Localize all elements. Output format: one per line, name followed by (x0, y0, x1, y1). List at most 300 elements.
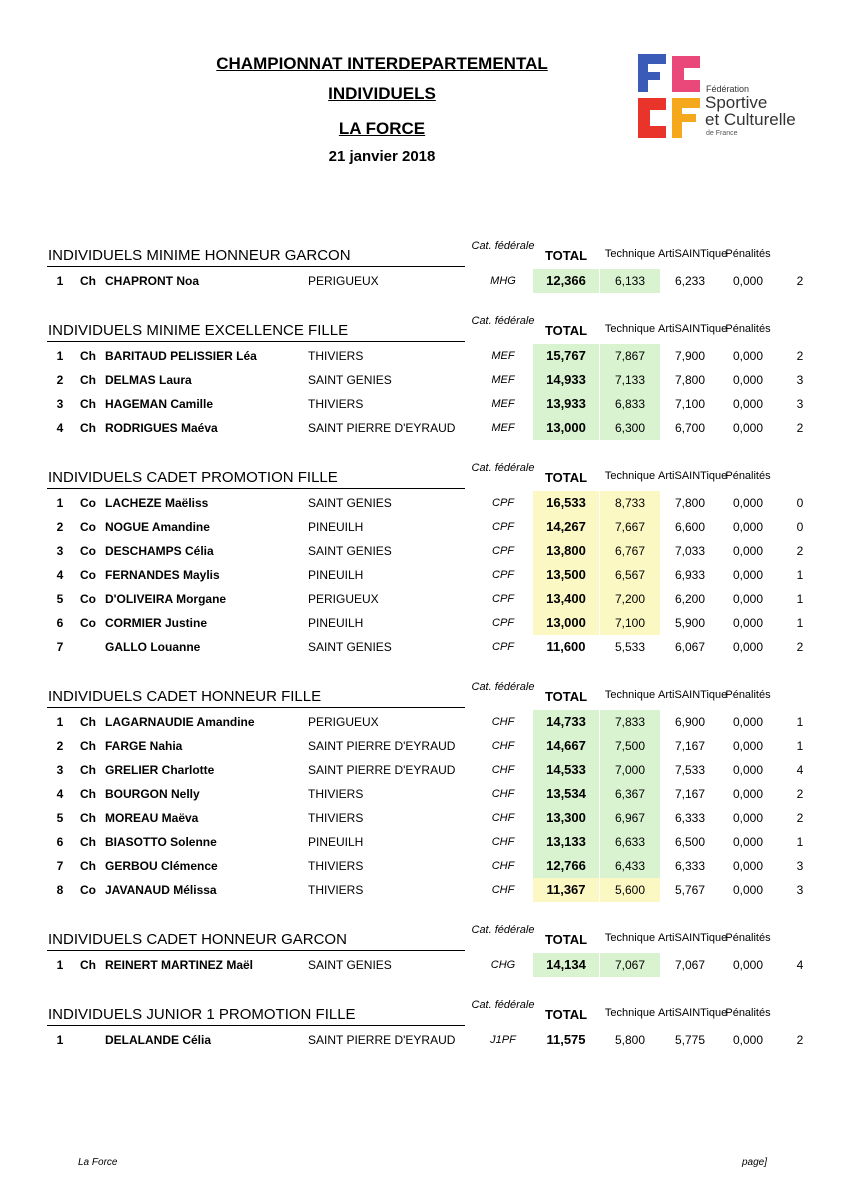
column-header-category: Cat. fédérale (471, 315, 535, 327)
club-cell: PINEUILH (308, 835, 364, 849)
penalty-cell: 0,000 (732, 739, 764, 753)
rank-cell: 6 (56, 616, 64, 630)
rank-cell: 4 (56, 568, 64, 582)
extra-count-cell: 2 (796, 421, 804, 435)
rank-cell: 1 (56, 274, 64, 288)
gymnast-name-cell: BIASOTTO Solenne (105, 835, 217, 849)
club-cell: SAINT GENIES (308, 496, 392, 510)
category-cell: CHF (491, 740, 515, 752)
technique-score-cell: 6,567 (600, 563, 660, 587)
column-header-penalites: Pénalités (725, 932, 771, 944)
total-score-cell: 13,300 (533, 806, 599, 830)
extra-count-cell: 2 (796, 544, 804, 558)
gymnast-name-cell: LAGARNAUDIE Amandine (105, 715, 255, 729)
total-score-cell: 13,933 (533, 392, 599, 416)
penalty-cell: 0,000 (732, 811, 764, 825)
result-row (0, 635, 848, 659)
penalty-cell: 0,000 (732, 568, 764, 582)
extra-count-cell: 3 (796, 373, 804, 387)
column-header-category: Cat. fédérale (471, 999, 535, 1011)
penalty-cell: 0,000 (732, 640, 764, 654)
rank-cell: 4 (56, 421, 64, 435)
total-score-cell: 14,533 (533, 758, 599, 782)
technique-score-cell: 6,367 (600, 782, 660, 806)
gymnast-name-cell: REINERT MARTINEZ Maël (105, 958, 254, 972)
penalty-cell: 0,000 (732, 715, 764, 729)
artistique-score-cell: 5,775 (674, 1033, 706, 1047)
result-row (0, 587, 848, 611)
result-row (0, 392, 848, 416)
penalty-cell: 0,000 (732, 616, 764, 630)
rank-cell: 5 (56, 592, 64, 606)
gymnast-name-cell: MOREAU Maëva (105, 811, 199, 825)
column-header-category: Cat. fédérale (471, 240, 535, 252)
category-cell: CHF (491, 860, 515, 872)
level-cell (80, 635, 102, 659)
club-cell: PINEUILH (308, 520, 364, 534)
artistique-score-cell: 6,333 (674, 859, 706, 873)
column-header-total: TOTAL (544, 1007, 588, 1022)
result-row (0, 368, 848, 392)
penalty-cell: 0,000 (732, 496, 764, 510)
extra-count-cell: 4 (796, 763, 804, 777)
section-title-underline (47, 341, 465, 342)
artistique-score-cell: 5,900 (674, 616, 706, 630)
club-cell: SAINT PIERRE D'EYRAUD (308, 421, 456, 435)
extra-count-cell: 1 (796, 739, 804, 753)
artistique-score-cell: 6,067 (674, 640, 706, 654)
results-section (0, 678, 848, 902)
column-header-artistique: ArtiSAINTique (658, 932, 728, 944)
category-cell: MEF (491, 398, 515, 410)
technique-score-cell: 7,867 (600, 344, 660, 368)
rank-cell: 3 (56, 544, 64, 558)
section-title: INDIVIDUELS CADET HONNEUR FILLE (48, 688, 322, 705)
result-row (0, 806, 848, 830)
penalty-cell: 0,000 (732, 373, 764, 387)
level-cell: Ch (80, 349, 96, 363)
results-section (0, 921, 848, 977)
artistique-score-cell: 6,333 (674, 811, 706, 825)
category-cell: CPF (492, 521, 514, 533)
technique-score-cell: 8,733 (600, 491, 660, 515)
extra-count-cell: 1 (796, 835, 804, 849)
extra-count-cell: 3 (796, 397, 804, 411)
column-header-penalites: Pénalités (725, 470, 771, 482)
extra-count-cell: 1 (796, 715, 804, 729)
gymnast-name-cell: RODRIGUES Maéva (105, 421, 218, 435)
club-cell: THIVIERS (308, 787, 364, 801)
artistique-score-cell: 7,800 (674, 373, 706, 387)
extra-count-cell: 2 (796, 1033, 804, 1047)
artistique-score-cell: 6,600 (674, 520, 706, 534)
rank-cell: 2 (56, 373, 64, 387)
column-header-category: Cat. fédérale (471, 924, 535, 936)
club-cell: SAINT PIERRE D'EYRAUD (308, 1033, 456, 1047)
section-title-underline (47, 950, 465, 951)
column-header-artistique: ArtiSAINTique (658, 248, 728, 260)
section-title-underline (47, 266, 465, 267)
rank-cell: 2 (56, 739, 64, 753)
total-score-cell: 13,000 (533, 611, 599, 635)
result-row (0, 491, 848, 515)
penalty-cell: 0,000 (732, 421, 764, 435)
event-date: 21 janvier 2018 (328, 148, 436, 165)
gymnast-name-cell: GERBOU Clémence (105, 859, 218, 873)
result-row (0, 878, 848, 902)
total-score-cell: 13,534 (533, 782, 599, 806)
gymnast-name-cell: FARGE Nahia (105, 739, 183, 753)
penalty-cell: 0,000 (732, 787, 764, 801)
total-score-cell: 14,933 (533, 368, 599, 392)
extra-count-cell: 2 (796, 349, 804, 363)
column-header-technique: Technique (604, 932, 656, 944)
column-header-technique: Technique (604, 248, 656, 260)
technique-score-cell: 7,667 (600, 515, 660, 539)
technique-score-cell: 7,000 (600, 758, 660, 782)
level-cell: Co (80, 496, 96, 510)
result-row (0, 1028, 848, 1052)
results-section (0, 996, 848, 1052)
artistique-score-cell: 7,033 (674, 544, 706, 558)
section-header (0, 459, 848, 491)
column-header-total: TOTAL (544, 470, 588, 485)
championship-title: CHAMPIONNAT INTERDEPARTEMENTAL (216, 54, 548, 73)
logo-text-france: de France (706, 130, 738, 137)
section-title: INDIVIDUELS CADET PROMOTION FILLE (48, 469, 338, 486)
total-score-cell: 13,500 (533, 563, 599, 587)
level-cell: Co (80, 616, 96, 630)
total-score-cell: 14,134 (533, 953, 599, 977)
section-header (0, 678, 848, 710)
level-cell: Ch (80, 835, 96, 849)
result-row (0, 854, 848, 878)
gymnast-name-cell: GALLO Louanne (105, 640, 201, 654)
artistique-score-cell: 6,500 (674, 835, 706, 849)
technique-score-cell: 6,300 (600, 416, 660, 440)
level-cell: Co (80, 883, 96, 897)
result-row (0, 416, 848, 440)
gymnast-name-cell: NOGUE Amandine (105, 520, 210, 534)
level-cell: Ch (80, 715, 96, 729)
club-cell: SAINT GENIES (308, 373, 392, 387)
section-header (0, 996, 848, 1028)
footer-venue: La Force (78, 1157, 118, 1168)
technique-score-cell: 5,600 (600, 878, 660, 902)
total-score-cell: 15,767 (533, 344, 599, 368)
level-cell: Ch (80, 274, 96, 288)
rank-cell: 8 (56, 883, 64, 897)
artistique-score-cell: 7,067 (674, 958, 706, 972)
result-row (0, 830, 848, 854)
extra-count-cell: 0 (796, 496, 804, 510)
extra-count-cell: 4 (796, 958, 804, 972)
category-cell: CHF (491, 764, 515, 776)
column-header-artistique: ArtiSAINTique (658, 323, 728, 335)
category-cell: CHF (491, 812, 515, 824)
club-cell: SAINT PIERRE D'EYRAUD (308, 739, 456, 753)
total-score-cell: 13,000 (533, 416, 599, 440)
penalty-cell: 0,000 (732, 859, 764, 873)
gymnast-name-cell: CHAPRONT Noa (105, 274, 200, 288)
column-header-penalites: Pénalités (725, 689, 771, 701)
total-score-cell: 11,575 (546, 1032, 586, 1047)
total-score-cell: 11,600 (546, 639, 586, 654)
artistique-score-cell: 5,767 (674, 883, 706, 897)
footer-page: page] (742, 1157, 768, 1168)
club-cell: THIVIERS (308, 883, 364, 897)
section-title: INDIVIDUELS JUNIOR 1 PROMOTION FILLE (48, 1006, 356, 1023)
result-row (0, 563, 848, 587)
penalty-cell: 0,000 (732, 397, 764, 411)
extra-count-cell: 3 (796, 883, 804, 897)
column-header-total: TOTAL (544, 932, 588, 947)
section-title-underline (47, 488, 465, 489)
column-header-technique: Technique (604, 323, 656, 335)
rank-cell: 7 (56, 859, 64, 873)
technique-score-cell: 5,800 (614, 1033, 646, 1047)
technique-score-cell: 5,533 (614, 640, 646, 654)
result-row (0, 269, 848, 293)
level-cell: Co (80, 568, 96, 582)
club-cell: PERIGUEUX (308, 274, 379, 288)
level-cell: Ch (80, 421, 96, 435)
level-cell: Ch (80, 859, 96, 873)
logo-text-sportive: Sportive (705, 93, 768, 112)
level-cell: Ch (80, 373, 96, 387)
result-row (0, 734, 848, 758)
penalty-cell: 0,000 (732, 883, 764, 897)
results-section (0, 312, 848, 440)
level-cell: Ch (80, 958, 96, 972)
artistique-score-cell: 6,933 (674, 568, 706, 582)
column-header-artistique: ArtiSAINTique (658, 689, 728, 701)
column-header-penalites: Pénalités (725, 1007, 771, 1019)
category-cell: CHF (491, 788, 515, 800)
rank-cell: 6 (56, 835, 64, 849)
technique-score-cell: 7,833 (600, 710, 660, 734)
club-cell: THIVIERS (308, 349, 364, 363)
category-cell: CPF (492, 545, 514, 557)
level-cell: Co (80, 544, 96, 558)
technique-score-cell: 6,433 (600, 854, 660, 878)
result-row (0, 539, 848, 563)
category-cell: MEF (491, 422, 515, 434)
technique-score-cell: 7,100 (600, 611, 660, 635)
technique-score-cell: 6,633 (600, 830, 660, 854)
level-cell: Co (80, 592, 96, 606)
penalty-cell: 0,000 (732, 274, 764, 288)
total-score-cell: 14,667 (533, 734, 599, 758)
club-cell: PERIGUEUX (308, 592, 379, 606)
technique-score-cell: 7,067 (600, 953, 660, 977)
total-score-cell: 11,367 (533, 878, 599, 902)
artistique-score-cell: 7,100 (674, 397, 706, 411)
gymnast-name-cell: BOURGON Nelly (105, 787, 200, 801)
artistique-score-cell: 6,233 (674, 274, 706, 288)
column-header-penalites: Pénalités (725, 323, 771, 335)
artistique-score-cell: 7,900 (674, 349, 706, 363)
result-row (0, 758, 848, 782)
gymnast-name-cell: BARITAUD PELISSIER Léa (105, 349, 257, 363)
category-cell: MEF (491, 374, 515, 386)
extra-count-cell: 1 (796, 592, 804, 606)
section-title: INDIVIDUELS MINIME HONNEUR GARCON (48, 247, 351, 264)
gymnast-name-cell: LACHEZE Maëliss (105, 496, 209, 510)
section-title: INDIVIDUELS MINIME EXCELLENCE FILLE (48, 322, 349, 339)
artistique-score-cell: 7,533 (674, 763, 706, 777)
column-header-technique: Technique (604, 1007, 656, 1019)
technique-score-cell: 6,833 (600, 392, 660, 416)
category-cell: MEF (491, 350, 515, 362)
column-header-technique: Technique (604, 470, 656, 482)
column-header-technique: Technique (604, 689, 656, 701)
gymnast-name-cell: JAVANAUD Mélissa (105, 883, 217, 897)
rank-cell: 1 (56, 496, 64, 510)
technique-score-cell: 6,967 (600, 806, 660, 830)
category-cell: CHF (491, 836, 515, 848)
extra-count-cell: 0 (796, 520, 804, 534)
rank-cell: 1 (56, 958, 64, 972)
category-cell: CHF (491, 716, 515, 728)
extra-count-cell: 2 (796, 640, 804, 654)
category-cell: MHG (490, 275, 516, 287)
club-cell: SAINT GENIES (308, 640, 392, 654)
artistique-score-cell: 7,800 (674, 496, 706, 510)
level-cell: Co (80, 520, 96, 534)
rank-cell: 5 (56, 811, 64, 825)
logo-text-federation: Fédération (706, 84, 750, 94)
club-cell: THIVIERS (308, 859, 364, 873)
club-cell: PERIGUEUX (308, 715, 379, 729)
penalty-cell: 0,000 (732, 763, 764, 777)
result-row (0, 953, 848, 977)
column-header-total: TOTAL (544, 323, 588, 338)
penalty-cell: 0,000 (732, 544, 764, 558)
category-cell: J1PF (490, 1034, 516, 1046)
total-score-cell: 14,267 (533, 515, 599, 539)
total-score-cell: 13,133 (533, 830, 599, 854)
result-row (0, 710, 848, 734)
club-cell: SAINT GENIES (308, 958, 392, 972)
section-header (0, 921, 848, 953)
gymnast-name-cell: DELMAS Laura (105, 373, 192, 387)
championship-subtitle: INDIVIDUELS (328, 84, 436, 103)
extra-count-cell: 1 (796, 616, 804, 630)
rank-cell: 1 (56, 715, 64, 729)
category-cell: CPF (492, 569, 514, 581)
results-section (0, 237, 848, 293)
penalty-cell: 0,000 (732, 520, 764, 534)
column-header-category: Cat. fédérale (471, 681, 535, 693)
category-cell: CPF (492, 617, 514, 629)
column-header-artistique: ArtiSAINTique (658, 470, 728, 482)
gymnast-name-cell: CORMIER Justine (105, 616, 208, 630)
penalty-cell: 0,000 (732, 592, 764, 606)
technique-score-cell: 6,767 (600, 539, 660, 563)
result-row (0, 611, 848, 635)
total-score-cell: 14,733 (533, 710, 599, 734)
extra-count-cell: 3 (796, 859, 804, 873)
venue-title: LA FORCE (338, 119, 426, 138)
level-cell: Ch (80, 763, 96, 777)
total-score-cell: 13,800 (533, 539, 599, 563)
gymnast-name-cell: D'OLIVEIRA Morgane (105, 592, 227, 606)
section-title: INDIVIDUELS CADET HONNEUR GARCON (48, 931, 347, 948)
penalty-cell: 0,000 (732, 349, 764, 363)
gymnast-name-cell: DELALANDE Célia (105, 1033, 212, 1047)
section-header (0, 312, 848, 344)
level-cell (80, 1028, 102, 1052)
gymnast-name-cell: DESCHAMPS Célia (105, 544, 214, 558)
total-score-cell: 13,400 (533, 587, 599, 611)
result-row (0, 782, 848, 806)
column-header-total: TOTAL (544, 248, 588, 263)
category-cell: CHG (490, 959, 516, 971)
penalty-cell: 0,000 (732, 1033, 764, 1047)
artistique-score-cell: 7,167 (674, 739, 706, 753)
penalty-cell: 0,000 (732, 835, 764, 849)
result-row (0, 515, 848, 539)
extra-count-cell: 1 (796, 568, 804, 582)
technique-score-cell: 7,133 (600, 368, 660, 392)
level-cell: Ch (80, 787, 96, 801)
result-row (0, 344, 848, 368)
level-cell: Ch (80, 739, 96, 753)
technique-score-cell: 6,133 (600, 269, 660, 293)
category-cell: CPF (492, 497, 514, 509)
column-header-total: TOTAL (544, 689, 588, 704)
total-score-cell: 16,533 (533, 491, 599, 515)
gymnast-name-cell: FERNANDES Maylis (105, 568, 220, 582)
level-cell: Ch (80, 397, 96, 411)
column-header-category: Cat. fédérale (471, 462, 535, 474)
level-cell: Ch (80, 811, 96, 825)
artistique-score-cell: 6,200 (674, 592, 706, 606)
rank-cell: 7 (56, 640, 64, 654)
extra-count-cell: 2 (796, 787, 804, 801)
rank-cell: 3 (56, 397, 64, 411)
category-cell: CHF (491, 884, 515, 896)
artistique-score-cell: 6,700 (674, 421, 706, 435)
club-cell: SAINT GENIES (308, 544, 392, 558)
rank-cell: 1 (56, 1033, 64, 1047)
category-cell: CPF (492, 593, 514, 605)
extra-count-cell: 2 (796, 274, 804, 288)
total-score-cell: 12,766 (533, 854, 599, 878)
section-title-underline (47, 1025, 465, 1026)
column-header-artistique: ArtiSAINTique (658, 1007, 728, 1019)
artistique-score-cell: 6,900 (674, 715, 706, 729)
rank-cell: 4 (56, 787, 64, 801)
technique-score-cell: 7,200 (600, 587, 660, 611)
club-cell: THIVIERS (308, 811, 364, 825)
total-score-cell: 12,366 (533, 269, 599, 293)
technique-score-cell: 7,500 (600, 734, 660, 758)
results-section (0, 459, 848, 659)
artistique-score-cell: 7,167 (674, 787, 706, 801)
category-cell: CPF (492, 641, 514, 653)
gymnast-name-cell: GRELIER Charlotte (105, 763, 215, 777)
section-header (0, 237, 848, 269)
rank-cell: 2 (56, 520, 64, 534)
club-cell: THIVIERS (308, 397, 364, 411)
rank-cell: 1 (56, 349, 64, 363)
section-title-underline (47, 707, 465, 708)
rank-cell: 3 (56, 763, 64, 777)
club-cell: SAINT PIERRE D'EYRAUD (308, 763, 456, 777)
logo-text-culturelle: et Culturelle (705, 110, 796, 129)
